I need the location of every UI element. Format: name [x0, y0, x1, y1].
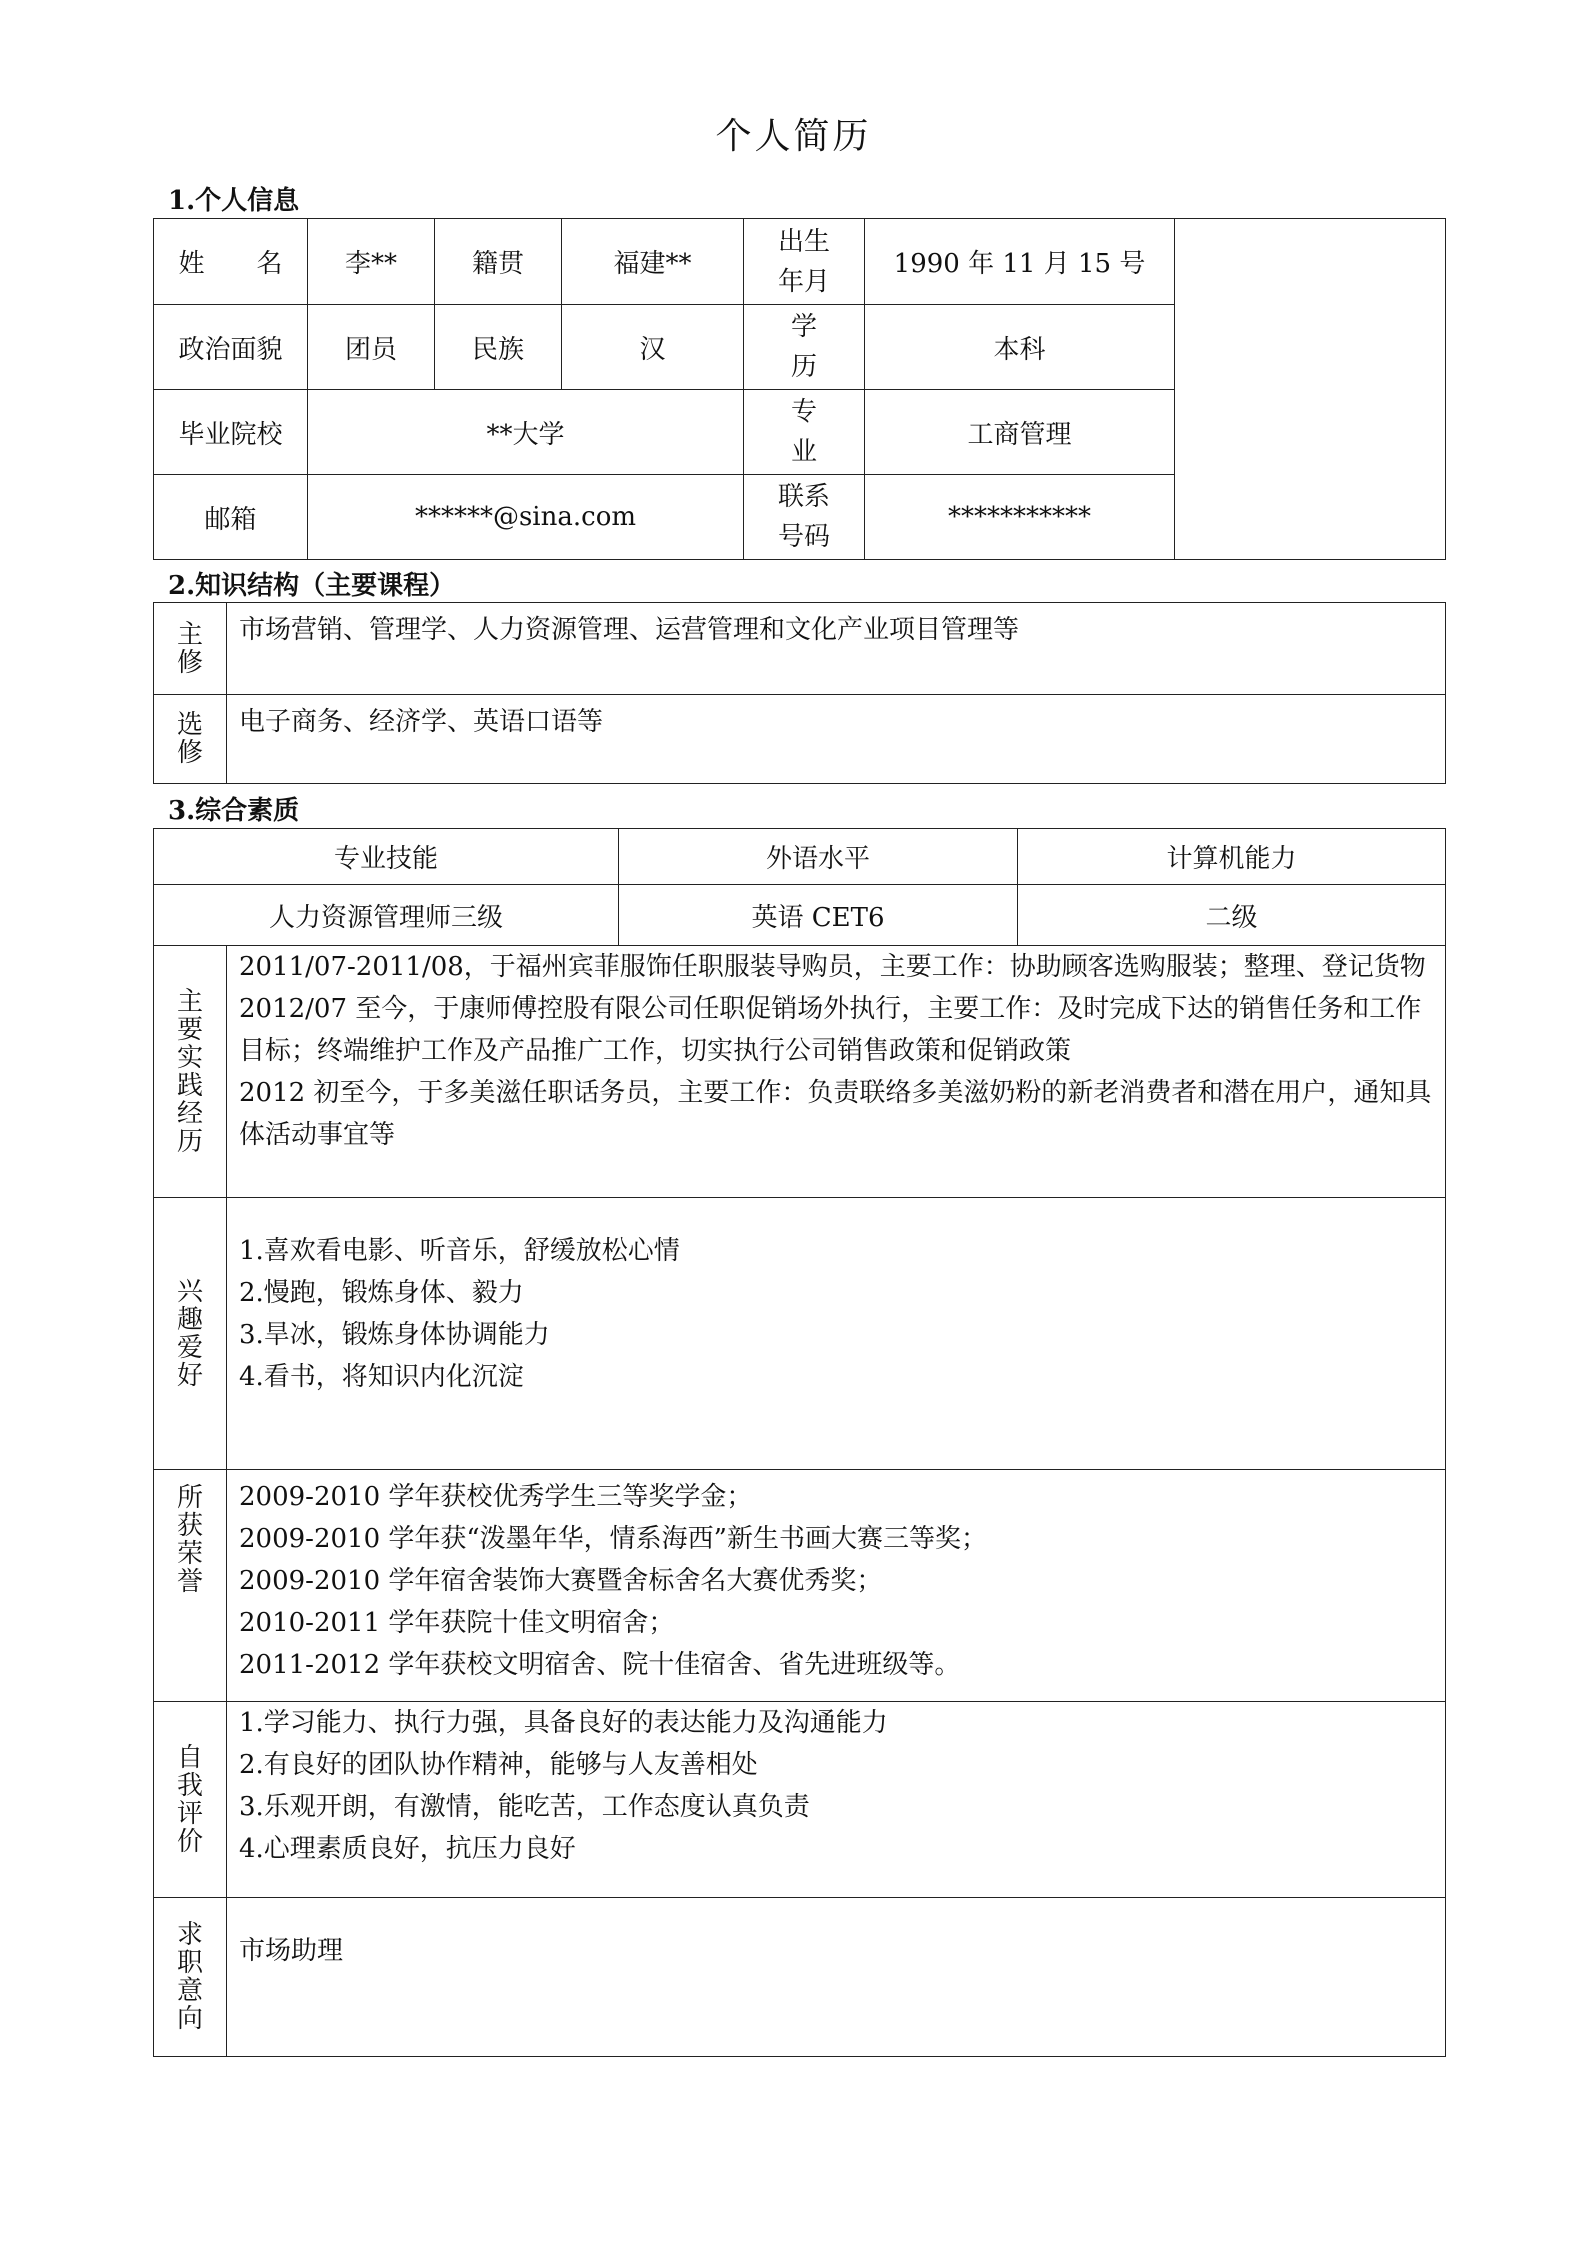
experience-label: 主要实践经历	[154, 946, 227, 1198]
hobby-item: 4.看书，将知识内化沉淀	[239, 1362, 524, 1392]
native-label: 籍贯	[435, 219, 562, 305]
school-label: 毕业院校	[154, 390, 308, 475]
experience-item: 2012/07 至今，于康师傅控股有限公司任职促销场外执行，主要工作：及时完成下达的销售任务和工作目标；终端维护工作及产品推广工作，切实执行公司销售政策和促销政策	[239, 994, 1422, 1066]
self-eval-item: 3.乐观开朗，有激情，能吃苦，工作态度认真负责	[239, 1792, 810, 1822]
honor-item: 2011-2012 学年获校文明宿舍、院十佳宿舍、省先进班级等。	[239, 1650, 961, 1680]
honor-item: 2009-2010 学年获校优秀学生三等奖学金；	[239, 1482, 753, 1512]
hobby-item: 2.慢跑，锻炼身体、毅力	[239, 1278, 524, 1308]
political-value: 团员	[308, 305, 435, 390]
major-label: 专 业	[744, 390, 865, 475]
self-eval-text	[227, 1702, 1446, 1898]
hobby-item: 1.喜欢看电影、听音乐，舒缓放松心情	[239, 1236, 680, 1266]
skills-header-language: 外语水平	[619, 829, 1018, 885]
edu-value: 本科	[865, 305, 1175, 390]
photo-cell	[1175, 219, 1446, 560]
edu-label: 学 历	[744, 305, 865, 390]
personal-info-table	[153, 218, 1446, 560]
hobby-item: 3.旱冰，锻炼身体协调能力	[239, 1320, 550, 1350]
ethnic-label: 民族	[435, 305, 562, 390]
major-courses-label: 主修	[154, 603, 227, 695]
experience-item: 2011/07-2011/08，于福州宾菲服饰任职服装导购员，主要工作：协助顾客选购服装；整理、登记货物	[239, 952, 1426, 982]
section-knowledge-heading: 2.知识结构（主要课程）	[168, 571, 456, 601]
page-title: 个人简历	[715, 116, 872, 157]
honors-label: 所获荣誉	[154, 1470, 227, 1702]
hobbies-label: 兴趣爱好	[154, 1198, 227, 1470]
objective-label: 求职意向	[154, 1898, 227, 2057]
school-value: **大学	[308, 390, 744, 475]
self-eval-label: 自我评价	[154, 1702, 227, 1898]
honors-text	[227, 1470, 1446, 1702]
name-value: 李**	[308, 219, 435, 305]
political-label: 政治面貌	[154, 305, 308, 390]
objective-text: 市场助理	[227, 1898, 1446, 2057]
skills-header-computer: 计算机能力	[1018, 829, 1446, 885]
skills-value-computer: 二级	[1018, 885, 1446, 946]
section-quality-heading: 3.综合素质	[168, 796, 300, 826]
quality-detail-table	[153, 945, 1446, 2057]
hobbies-text	[227, 1198, 1446, 1470]
skills-value-professional: 人力资源管理师三级	[154, 885, 619, 946]
experience-text	[227, 946, 1446, 1198]
skills-header-professional: 专业技能	[154, 829, 619, 885]
self-eval-item: 1.学习能力、执行力强，具备良好的表达能力及沟通能力	[239, 1708, 888, 1738]
native-value: 福建**	[562, 219, 744, 305]
honor-item: 2009-2010 学年宿舍装饰大赛暨舍标舍名大赛优秀奖；	[239, 1566, 883, 1596]
phone-value: ***********	[865, 475, 1175, 560]
skills-table	[153, 828, 1446, 946]
section-personal-heading: 1.个人信息	[168, 186, 300, 216]
elective-courses-label: 选修	[154, 695, 227, 784]
birth-label: 出生 年月	[744, 219, 865, 305]
name-label: 姓 名	[154, 219, 308, 305]
elective-courses-text: 电子商务、经济学、英语口语等	[227, 695, 1446, 784]
self-eval-item: 2.有良好的团队协作精神，能够与人友善相处	[239, 1750, 758, 1780]
major-value: 工商管理	[865, 390, 1175, 475]
major-courses-text: 市场营销、管理学、人力资源管理、运营管理和文化产业项目管理等	[227, 603, 1446, 695]
skills-value-language: 英语 CET6	[619, 885, 1018, 946]
email-value: ******@sina.com	[308, 475, 744, 560]
ethnic-value: 汉	[562, 305, 744, 390]
self-eval-item: 4.心理素质良好，抗压力良好	[239, 1834, 576, 1864]
birth-value: 1990 年 11 月 15 号	[865, 219, 1175, 305]
phone-label: 联系 号码	[744, 475, 865, 560]
honor-item: 2010-2011 学年获院十佳文明宿舍；	[239, 1608, 675, 1638]
honor-item: 2009-2010 学年获“泼墨年华，情系海西”新生书画大赛三等奖；	[239, 1524, 987, 1554]
email-label: 邮箱	[154, 475, 308, 560]
knowledge-table	[153, 602, 1446, 784]
experience-item: 2012 初至今，于多美滋任职话务员，主要工作：负责联络多美滋奶粉的新老消费者和潜在用户，通知具体活动事宜等	[239, 1078, 1432, 1150]
